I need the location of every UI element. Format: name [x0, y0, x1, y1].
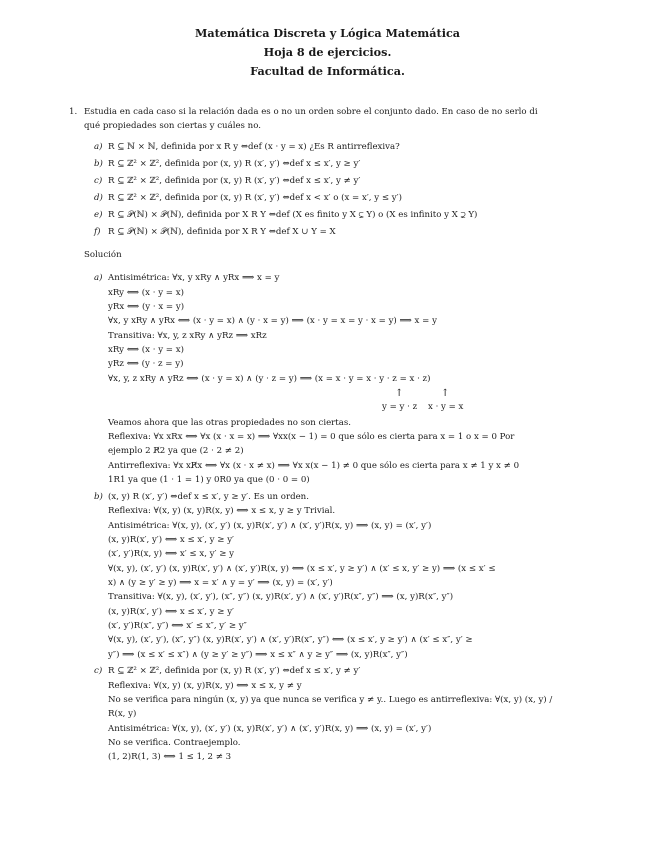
- up-arrow-icon: ↑: [441, 388, 450, 399]
- item-label: a): [94, 142, 103, 152]
- solution-a-line: xRy ⟺ (x · y = x): [108, 288, 184, 298]
- up-arrow-icon: ↑: [395, 388, 404, 399]
- item-label: b): [94, 159, 103, 169]
- item-text: R ⊆ 𝒫(ℕ) × 𝒫(ℕ), definida por X R Y ⇔def (X es finito y X ⊊ Y) o (X es infinito y X ⊋ Y): [108, 210, 478, 220]
- solution-c-label: c): [94, 666, 103, 676]
- solution-c-line: No se verifica. Contraejemplo.: [108, 738, 241, 748]
- item-label: d): [94, 193, 103, 203]
- solution-b-label: b): [94, 492, 103, 502]
- solution-c-line: R ⊆ ℤ² × ℤ², definida por (x, y) R (x′, y′) ⇔def x ≤ x′, y ≠ y′: [108, 666, 361, 676]
- solution-b-line: (x, y)R(x′, y′) ⟺ x ≤ x′, y ≥ y′: [108, 607, 234, 617]
- solution-b-line: Transitiva: ∀(x, y), (x′, y′), (x″, y″) (x, y)R(x′, y′) ∧ (x′, y′)R(x″, y″) ⟹ (x, y)R(x″, y″): [108, 592, 454, 602]
- solution-a-line: ejemplo 2 R̸2 ya que (2 · 2 ≠ 2): [108, 446, 244, 456]
- item-text: R ⊆ 𝒫(ℕ) × 𝒫(ℕ), definida por X R Y ⇔def X ∪ Y = X: [108, 227, 336, 237]
- solution-b-line: Antisimétrica: ∀(x, y), (x′, y′) (x, y)R(x′, y′) ∧ (x′, y′)R(x, y) ⟹ (x, y) = (x′, y′): [108, 521, 432, 531]
- solution-a-line: yRz ⟺ (y · z = y): [108, 359, 184, 369]
- item-label: f): [94, 227, 101, 237]
- item-text: R ⊆ ℤ² × ℤ², definida por (x, y) R (x′, y′) ⇔def x ≤ x′, y ≥ y′: [108, 159, 361, 169]
- solution-a-line: ∀x, y xRy ∧ yRx ⟺ (x · y = x) ∧ (y · x = y) ⟹ (x · y = x = y · x = y) ⟹ x = y: [108, 316, 437, 326]
- problem-intro-line: qué propiedades son ciertas y cuáles no.: [84, 121, 261, 131]
- problem-intro-line: Estudia en cada caso si la relación dada es o no un orden sobre el conjunto dado. En caso de no serlo di: [84, 107, 538, 117]
- solution-a-annotation: x · y = x: [428, 402, 464, 412]
- solution-c-line: Antisimétrica: ∀(x, y), (x′, y′) (x, y)R(x′, y′) ∧ (x′, y′)R(x, y) ⟹ (x, y) = (x′, y′): [108, 724, 432, 734]
- sheet-title: Hoja 8 de ejercicios.: [263, 45, 392, 59]
- solution-b-line: ∀(x, y), (x′, y′) (x, y)R(x′, y′) ∧ (x′, y′)R(x, y) ⟺ (x ≤ x′, y ≥ y′) ∧ (x′ ≤ x, y′ ≥ y) ⟹ (x ≤ x′ ≤: [108, 564, 496, 574]
- solution-a-line: 1R1 ya que (1 · 1 = 1) y 0R0 ya que (0 · 0 = 0): [108, 475, 310, 485]
- solution-b-line: x) ∧ (y ≥ y′ ≥ y) ⟹ x = x′ ∧ y = y′ ⟹ (x, y) = (x′, y′): [108, 578, 333, 588]
- solution-b-line: (x′, y′)R(x″, y″) ⟺ x′ ≤ x″, y′ ≥ y″: [108, 621, 247, 631]
- solution-a-line: Reflexiva: ∀x xRx ⟺ ∀x (x · x = x) ⟹ ∀xx(x − 1) = 0 que sólo es cierta para x = 1 o x = 0 Por: [108, 432, 515, 442]
- solution-a-line: Antirreflexiva: ∀x xR̸x ⟺ ∀x (x · x ≠ x) ⟹ ∀x x(x − 1) ≠ 0 que sólo es cierta para x ≠ 1 y x ≠ 0: [108, 461, 520, 471]
- solution-a-line: Antisimétrica: ∀x, y xRy ∧ yRx ⟹ x = y: [108, 273, 280, 283]
- solution-b-line: y″) ⟹ (x ≤ x′ ≤ x″) ∧ (y ≥ y′ ≥ y″) ⟹ x ≤ x″ ∧ y ≥ y″ ⟹ (x, y)R(x″, y″): [108, 650, 408, 660]
- solution-a-annotation: y = y · z: [382, 402, 418, 412]
- solution-c-line: R(x, y): [108, 709, 137, 719]
- solution-a-line: Transitiva: ∀x, y, z xRy ∧ yRz ⟹ xRz: [108, 331, 267, 341]
- item-label: e): [94, 210, 103, 220]
- solution-a-line: Veamos ahora que las otras propiedades no son ciertas.: [108, 418, 351, 428]
- faculty-title: Facultad de Informática.: [250, 64, 405, 78]
- solution-c-line: Reflexiva: ∀(x, y) (x, y)R(x, y) ⟺ x ≤ x, y ≠ y: [108, 681, 302, 691]
- solution-a-line: ∀x, y, z xRy ∧ yRz ⟺ (x · y = x) ∧ (y · z = y) ⟹ (x = x · y = x · y · z = x · z): [108, 374, 431, 384]
- solution-b-line: ∀(x, y), (x′, y′), (x″, y″) (x, y)R(x′, y′) ∧ (x′, y′)R(x″, y″) ⟺ (x ≤ x′, y ≥ y′) ∧ (x′ ≤ x″, y′ ≥: [108, 635, 473, 645]
- solution-heading: Solución: [84, 250, 122, 260]
- document-header: [0, 24, 655, 81]
- solution-a-label: a): [94, 273, 103, 283]
- item-text: R ⊆ ℤ² × ℤ², definida por (x, y) R (x′, y′) ⇔def x < x′ o (x = x′, y ≤ y′): [108, 193, 402, 203]
- solution-b-line: Reflexiva: ∀(x, y) (x, y)R(x, y) ⟺ x ≤ x, y ≥ y Trivial.: [108, 506, 336, 516]
- item-text: R ⊆ ℕ × ℕ, definida por x R y ⇔def (x · y = x) ¿Es R antirreflexiva?: [108, 142, 400, 152]
- problem-number: 1.: [69, 107, 78, 117]
- solution-a-line: xRy ⟺ (x · y = x): [108, 345, 184, 355]
- solution-b-line: (x, y)R(x′, y′) ⟺ x ≤ x′, y ≥ y′: [108, 535, 234, 545]
- solution-a-line: yRx ⟺ (y · x = y): [108, 302, 185, 312]
- item-label: c): [94, 176, 103, 186]
- solution-c-line: No se verifica para ningún (x, y) ya que nunca se verifica y ≠ y.. Luego es antirreflexiva: ∀(x, y) (x, y) /: [108, 695, 553, 705]
- course-title: Matemática Discreta y Lógica Matemática: [195, 26, 460, 40]
- solution-c-line: (1, 2)R(1, 3) ⟺ 1 ≤ 1, 2 ≠ 3: [108, 752, 232, 762]
- item-text: R ⊆ ℤ² × ℤ², definida por (x, y) R (x′, y′) ⇔def x ≤ x′, y ≠ y′: [108, 176, 361, 186]
- solution-b-line: (x, y) R (x′, y′) ⇔def x ≤ x′, y ≥ y′. Es un orden.: [108, 492, 309, 502]
- solution-b-line: (x′, y′)R(x, y) ⟺ x′ ≤ x, y′ ≥ y: [108, 549, 234, 559]
